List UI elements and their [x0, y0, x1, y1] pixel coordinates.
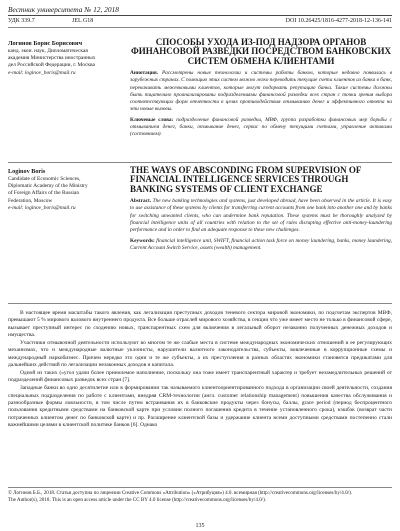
section-rule [8, 162, 392, 163]
author-en-affil-1: Candidate of Economic Sciences, [8, 176, 81, 183]
meta-rule [8, 27, 392, 28]
author-en-block [8, 168, 126, 212]
body-paragraph: Одной из таких («угол удачи более приемлемое наполнение, поскольку она тоже имеет транспарентный характер и требует незамедлительных решений от подразделений финансовых разведок всех стран [7]. [8, 370, 392, 384]
body-paragraph: Участники отмывочной деятельности используют во многом те же слабые места в системе международных экономических отношений и ее регулирующих механизмах, что и международные валютные уклонисты, нарушители валютного законодательства, субъекты, вовлеченные в коррупционные схемы и международный наркобизнес. Причем нередко это одни и те же субъекты, а их преступления в разных областях экономики становятся предикатами для дальнейших действий по легализации незаконных доходов и капитала. [8, 340, 392, 369]
author-ru-block [8, 40, 126, 77]
article-body [8, 310, 392, 430]
doi-link[interactable]: DOI 10.26425/1816-4277-2018-12-136-141 [285, 18, 392, 24]
en-heading-block [130, 166, 392, 252]
header-rule [8, 15, 392, 16]
abstract-ru [130, 70, 392, 113]
running-header [8, 5, 392, 14]
body-rule [8, 303, 392, 304]
author-en-name: Loginov Boris [8, 168, 46, 175]
keywords-ru-text: подразделение финансовой разведки, МВФ, группа разработки финансовых мер борьбы с отмыванием денег, банки, отмывание денег, сервис по обмену текущими счетами, управление активами (состоянием). [130, 116, 392, 138]
author-en-affil-2: Diplomatic Academy of the Ministry [8, 183, 88, 190]
license-ru: © Логинов Б.Б., 2018. Статья доступна по лицензии Creative Commons «Attribution» («Атрибуция») 4.0. всемирная (http://creativecommons.org/licenses/by/4.0/). [8, 490, 353, 496]
license-en: The Author(s), 2018. This is an open access article under the CC BY 4.0 license (http://creativecommons.org/licenses/by/4.0/). [8, 496, 267, 503]
page-number: 135 [195, 523, 205, 529]
body-paragraph: Западные банки во одно десятилетие или в формировании так называемого клиентоориентированного подхода в организации своей деятельности, создания специальных подразделения по работе с клиентами, внедряя CRM-технологии (англ. customer relationship management) повышения качества обслуживания и разнообразные формы лояльности, в том числе путем встраивания их в банковские продукты через бонусы, баллы, grace period (период беспроцентного пользования кредитными средствами на банковской карте при условии полного погашения кредита в течение установленного срока), кэшбэк (возврат части потраченных клиентом денег по банковской карте) и пр. Расширение клиентской базы и удержание клиента всеми доступными средствами постепенно стали важнейшими целями в клиентской политике банков [6]. Однако [8, 385, 392, 429]
abstract-en-label: Abstract. [130, 198, 152, 205]
author-ru-name: Логинов Борис Борисович [8, 40, 83, 47]
article-meta [8, 18, 392, 24]
author-en-affil-3: of Foreign Affairs of the Russian [8, 190, 80, 197]
author-ru-email[interactable]: e-mail: loginov_boris@mail.ru [8, 69, 76, 76]
author-en-affil-4: Federation, Moscow [8, 197, 53, 204]
abstract-en-text: The new banking technologies and systems, just developed abroad, have been observed in the article. It is easy to use assistance of these systems by clients for transferring current accounts from one bank into another one and by banks for switching unwanted clients, who can undermine bank reputation. These systems must be thoroughly analyzed by financial intelligence units of all countries with relation to the set of rules disrupting effective anti-money-laundering performance and in order to find an adequate response to these new challenges. [130, 198, 392, 233]
abstract-ru-text: Рассмотрены новые технологии и системы работы банков, которые недавно появились в зарубежных странах. С помощью этих систем можно легко переводить текущие счета клиентов из банка в банк, перекачивать межевковыми клиентов, которые могут подорвать репутацию банка. Такие системы должны быть тщательно проанализированы подразделениями финансовой разведки всех стран с точки зрения выбора соответствующих форм отчетности в целях противодействия отмыванию денег и эффективного ответа на эти новые вызовы. [130, 70, 392, 112]
author-en-email[interactable]: e-mail: loginov_boris@mail.ru [8, 204, 76, 211]
keywords-en-label: Keywords: [130, 237, 155, 244]
abstract-ru-label: Аннотация. [130, 70, 159, 77]
footnotes [8, 487, 392, 504]
jel-code: JEL G18 [72, 18, 94, 24]
body-paragraph: В настоящее время масштабы такого явления, как легализация преступных доходов теневого сектора мировой экономики, по подсчетам экспертов МВФ, превышают 5 % мирового валового внутреннего продукта. Все больше отраслей мирового хозяйства, в секции что уже имеет место не только в финансовой сфере, вызывает преступный интерес по сходению новых, транспарентных схем для включения в легальный оборот незаконно полученных денежных доходов и имущества. [8, 310, 392, 339]
author-ru-affil-3: дел Российской Федерации, г. Москва [8, 62, 95, 69]
keywords-ru [130, 117, 392, 138]
author-ru-affil-1: канд. экон. наук, Дипломатическая [8, 48, 88, 55]
title-ru: СПОСОБЫ УХОДА ИЗ-ПОД НАДЗОРА ОРГАНОВ ФИНАНСОВОЙ РАЗВЕДКИ ПОСРЕДСТВОМ БАНКОВСКИХ СИСТЕМ ОБМЕНА КЛИЕНТАМИ [130, 37, 392, 66]
keywords-en-text: financial intelligence unit, SWIFT, financial action task force on money laundering, banks, money laundering, Current Account Switch Service, assets (wealth) management. [130, 237, 392, 251]
keywords-en [130, 238, 392, 252]
keywords-ru-label: Ключевые слова: [130, 116, 174, 123]
author-ru-affil-2: академия Министерства иностранных [8, 55, 96, 62]
udc-code: УДК 339.7 [8, 18, 35, 24]
abstract-en [130, 198, 392, 233]
ru-heading-block [130, 38, 392, 138]
title-en: THE WAYS OF ABSCONDING FROM SUPERVISION OF FINANCIAL INTELLIGENCE SERVICES THROUGH BANKING SYSTEMS OF CLIENT EXCHANGE [130, 165, 362, 194]
journal-name: Вестник университета № 12, 2018 [8, 5, 119, 14]
